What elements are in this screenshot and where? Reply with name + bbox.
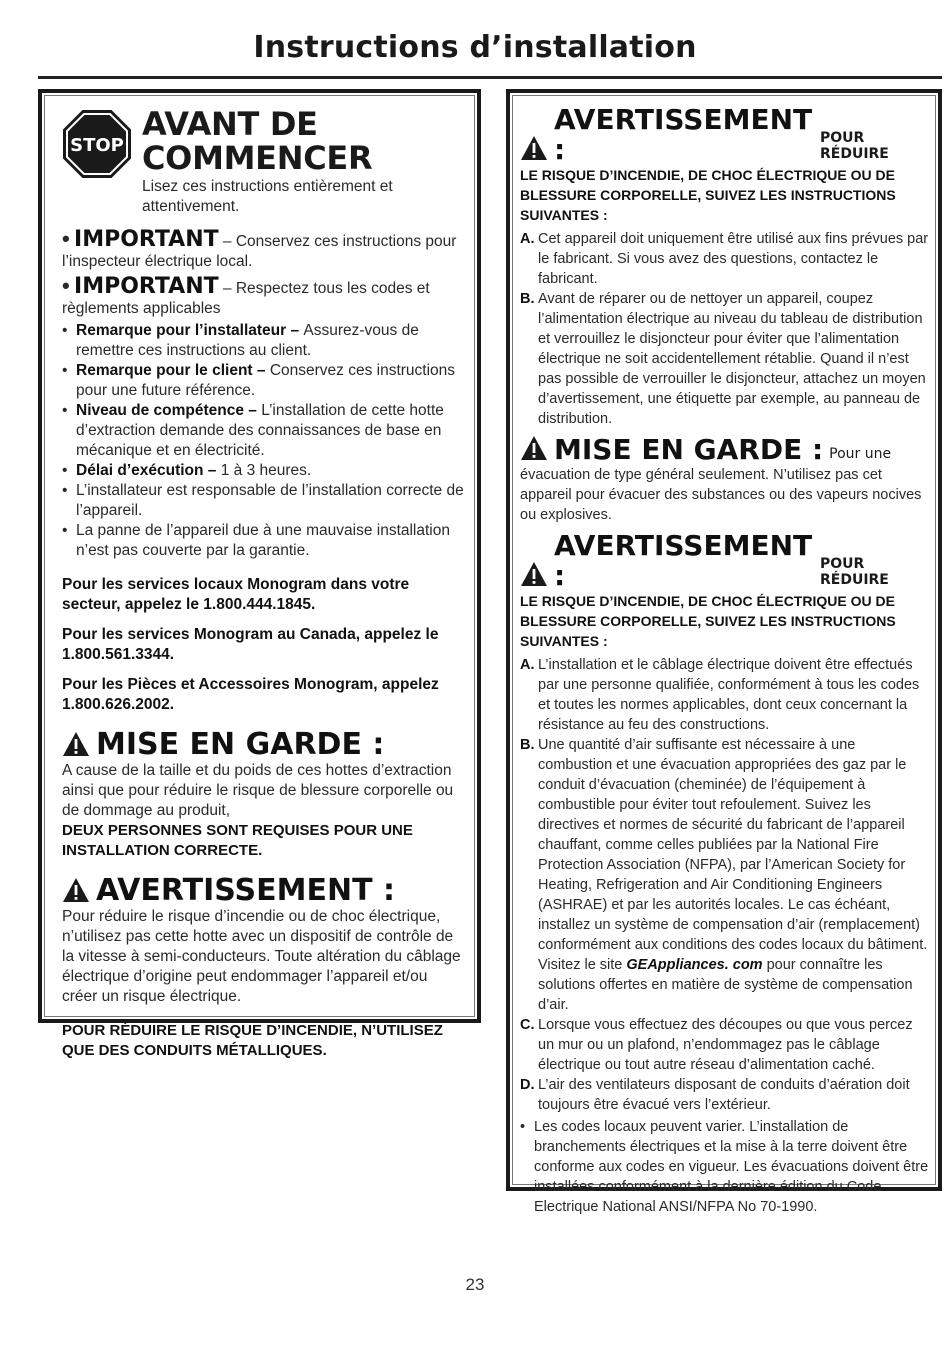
warning-triangle-icon bbox=[62, 877, 90, 903]
caution-header bbox=[62, 729, 465, 761]
important-note-1: • IMPORTANT – Conservez ces instructions pour l’inspecteur électrique local. bbox=[62, 226, 457, 270]
warnings-panel bbox=[506, 89, 942, 1215]
important-text: – Conservez ces instructions pour l’inspecteur électrique local. bbox=[62, 233, 457, 270]
warning-title: AVERTISSEMENT : bbox=[96, 873, 395, 908]
before-you-begin-panel bbox=[38, 89, 481, 1059]
warning-bold-text: POUR RÉDUIRE LE RISQUE D’INCENDIE, N’UTILISEZ QUE DES CONDUITS MÉTALLIQUES. bbox=[62, 1022, 443, 1059]
warning-list bbox=[520, 655, 930, 1115]
service-contact: Pour les services Monogram au Canada, appelez le 1.800.561.3344. bbox=[62, 626, 439, 663]
warning-caps-text: LE RISQUE D’INCENDIE, DE CHOC ÉLECTRIQUE OU DE BLESSURE CORPORELLE, SUIVEZ LES INSTRUCTIONS SUIVANTES : bbox=[520, 593, 896, 649]
warning-subtitle: POUR RÉDUIRE bbox=[819, 556, 889, 588]
list-item: A. L’installation et le câblage électrique doivent être effectués par une personne qualifiée, conformément à tous les codes et toutes les normes applicables, dont ceux concernant la résistance au feu des constructions. bbox=[520, 657, 920, 733]
caution-text: évacuation de type général seulement. N’utilisez pas cet appareil pour évacuer des substances ou des vapeurs nocives ou explosives. bbox=[520, 467, 922, 523]
stop-label: STOP bbox=[70, 135, 124, 156]
list-item: • L’installateur est responsable de l’installation correcte de l’appareil. bbox=[62, 481, 465, 521]
warning-list bbox=[520, 229, 930, 429]
warning-subtitle: POUR RÉDUIRE bbox=[819, 130, 889, 162]
warning-header bbox=[62, 875, 465, 907]
warning-caps-text: LE RISQUE D’INCENDIE, DE CHOC ÉLECTRIQUE OU DE BLESSURE CORPORELLE, SUIVEZ LES INSTRUCTIONS SUIVANTES : bbox=[520, 167, 896, 223]
stop-header bbox=[62, 107, 465, 217]
intro-text: Lisez ces instructions entièrement et attentivement. bbox=[142, 178, 393, 215]
warning-triangle-icon bbox=[62, 731, 90, 757]
warning-triangle-icon bbox=[520, 435, 548, 461]
important-text: – Respectez tous les codes et règlements applicables bbox=[62, 280, 430, 317]
important-label: IMPORTANT bbox=[74, 274, 219, 299]
list-item: C. Lorsque vous effectuez des découpes ou que vous percez un mur ou un plafond, n’endommagez pas le câblage électrique ou tout autre réseau d’alimentation caché. bbox=[520, 1017, 913, 1073]
list-item: • Délai d’exécution – 1 à 3 heures. bbox=[62, 461, 465, 481]
title-rule bbox=[38, 76, 942, 79]
warning-header bbox=[520, 105, 930, 165]
page-title: Instructions d’installation bbox=[253, 30, 697, 65]
section-heading: AVANT DE COMMENCER bbox=[142, 105, 373, 177]
page-number: 23 bbox=[465, 1275, 485, 1294]
warning-text: Pour réduire le risque d’incendie ou de choc électrique, n’utilisez pas cette hotte avec un dispositif de contrôle de la vitesse à semi-conducteurs. Toute altération du câblage électrique d’origine peut endommager l’appareil et/ou créer un risque électrique. bbox=[62, 908, 461, 1005]
codes-note bbox=[520, 1117, 930, 1217]
warning-title: AVERTISSEMENT : bbox=[554, 529, 813, 592]
caution-bold-text: DEUX PERSONNES SONT REQUISES POUR UNE INSTALLATION CORRECTE. bbox=[62, 822, 413, 859]
service-contact: Pour les services locaux Monogram dans votre secteur, appelez le 1.800.444.1845. bbox=[62, 576, 410, 613]
website-link[interactable]: GEAppliances. com bbox=[626, 957, 763, 973]
service-contact: Pour les Pièces et Accessoires Monogram, appelez 1.800.626.2002. bbox=[62, 676, 439, 713]
stop-sign-icon bbox=[62, 109, 132, 179]
warning-title: AVERTISSEMENT : bbox=[554, 103, 813, 166]
caution-subtitle: Pour une bbox=[829, 446, 892, 462]
caution-text: A cause de la taille et du poids de ces hottes d’extraction ainsi que pour réduire le risque de blessure corporelle ou de dommage au produit, bbox=[62, 762, 454, 819]
important-label: IMPORTANT bbox=[74, 227, 219, 252]
warning-triangle-icon bbox=[520, 135, 548, 161]
list-item: D. L’air des ventilateurs disposant de conduits d’aération doit toujours être évacué vers l’extérieur. bbox=[520, 1077, 910, 1113]
list-item: • Remarque pour le client – Conservez ces instructions pour une future référence. bbox=[62, 361, 465, 401]
list-item: • Les codes locaux peuvent varier. L’installation de branchements électriques et la mise à la terre doivent être conforme aux codes en vigueur. Les évacuations doivent être installées conformément à la dernière édition du Code Electrique National ANSI/NFPA No 70-1990. bbox=[520, 1117, 930, 1217]
caution-title: MISE EN GARDE : bbox=[554, 433, 824, 466]
list-item: A. Cet appareil doit uniquement être utilisé aux fins prévues par le fabricant. Si vous avez des questions, contactez le fabricant. bbox=[520, 231, 929, 287]
list-item: • La panne de l’appareil due à une mauvaise installation n’est pas couverte par la garantie. bbox=[62, 521, 465, 561]
caution-header bbox=[520, 435, 930, 465]
important-note-2: • IMPORTANT – Respectez tous les codes et règlements applicables bbox=[62, 273, 430, 317]
list-item: • Niveau de compétence – L’installation de cette hotte d’extraction demande des connaissances de base en mécanique et en électricité. bbox=[62, 401, 465, 461]
notes-list bbox=[62, 321, 465, 561]
list-item: B. Avant de réparer ou de nettoyer un appareil, coupez l’alimentation électrique au niveau du tableau de distribution et verrouillez le disjoncteur pour éviter que l’alimentation électrique ne soit accidentellement rétablie. Quand il n’est pas possible de verrouiller le disjoncteur, attachez un moyen d’avertissement, une étiquette par exemple, au panneau de distribution. bbox=[520, 291, 926, 427]
list-item: B. Une quantité d’air suffisante est nécessaire à une combustion et une évacuation appropriées des gaz par le conduit d’évacuation (cheminée) de l’équipement à combustible pour éviter tout refoulement. Suivez les directives et normes de sécurité du fabricant de l’appareil chauffant, comme celles publiées par la National Fire Protection Association (NFPA), par l’American Society for Heating, Refrigeration and Air Conditioning Engineers (ASHRAE) et par les autorités locales. Le cas échéant, installez un système de compensation d’air (remplacement) conformément aux conditions des codes locaux du bâtiment. Visitez le site GEAppliances. com pour connaître les solutions offertes en matière de système de compensation d’air. bbox=[520, 737, 928, 1013]
caution-title: MISE EN GARDE : bbox=[96, 727, 385, 762]
list-item: • Remarque pour l’installateur – Assurez-vous de remettre ces instructions au client. bbox=[62, 321, 465, 361]
warning-triangle-icon bbox=[520, 561, 548, 587]
warning-header bbox=[520, 531, 930, 591]
service-contacts bbox=[62, 575, 465, 715]
